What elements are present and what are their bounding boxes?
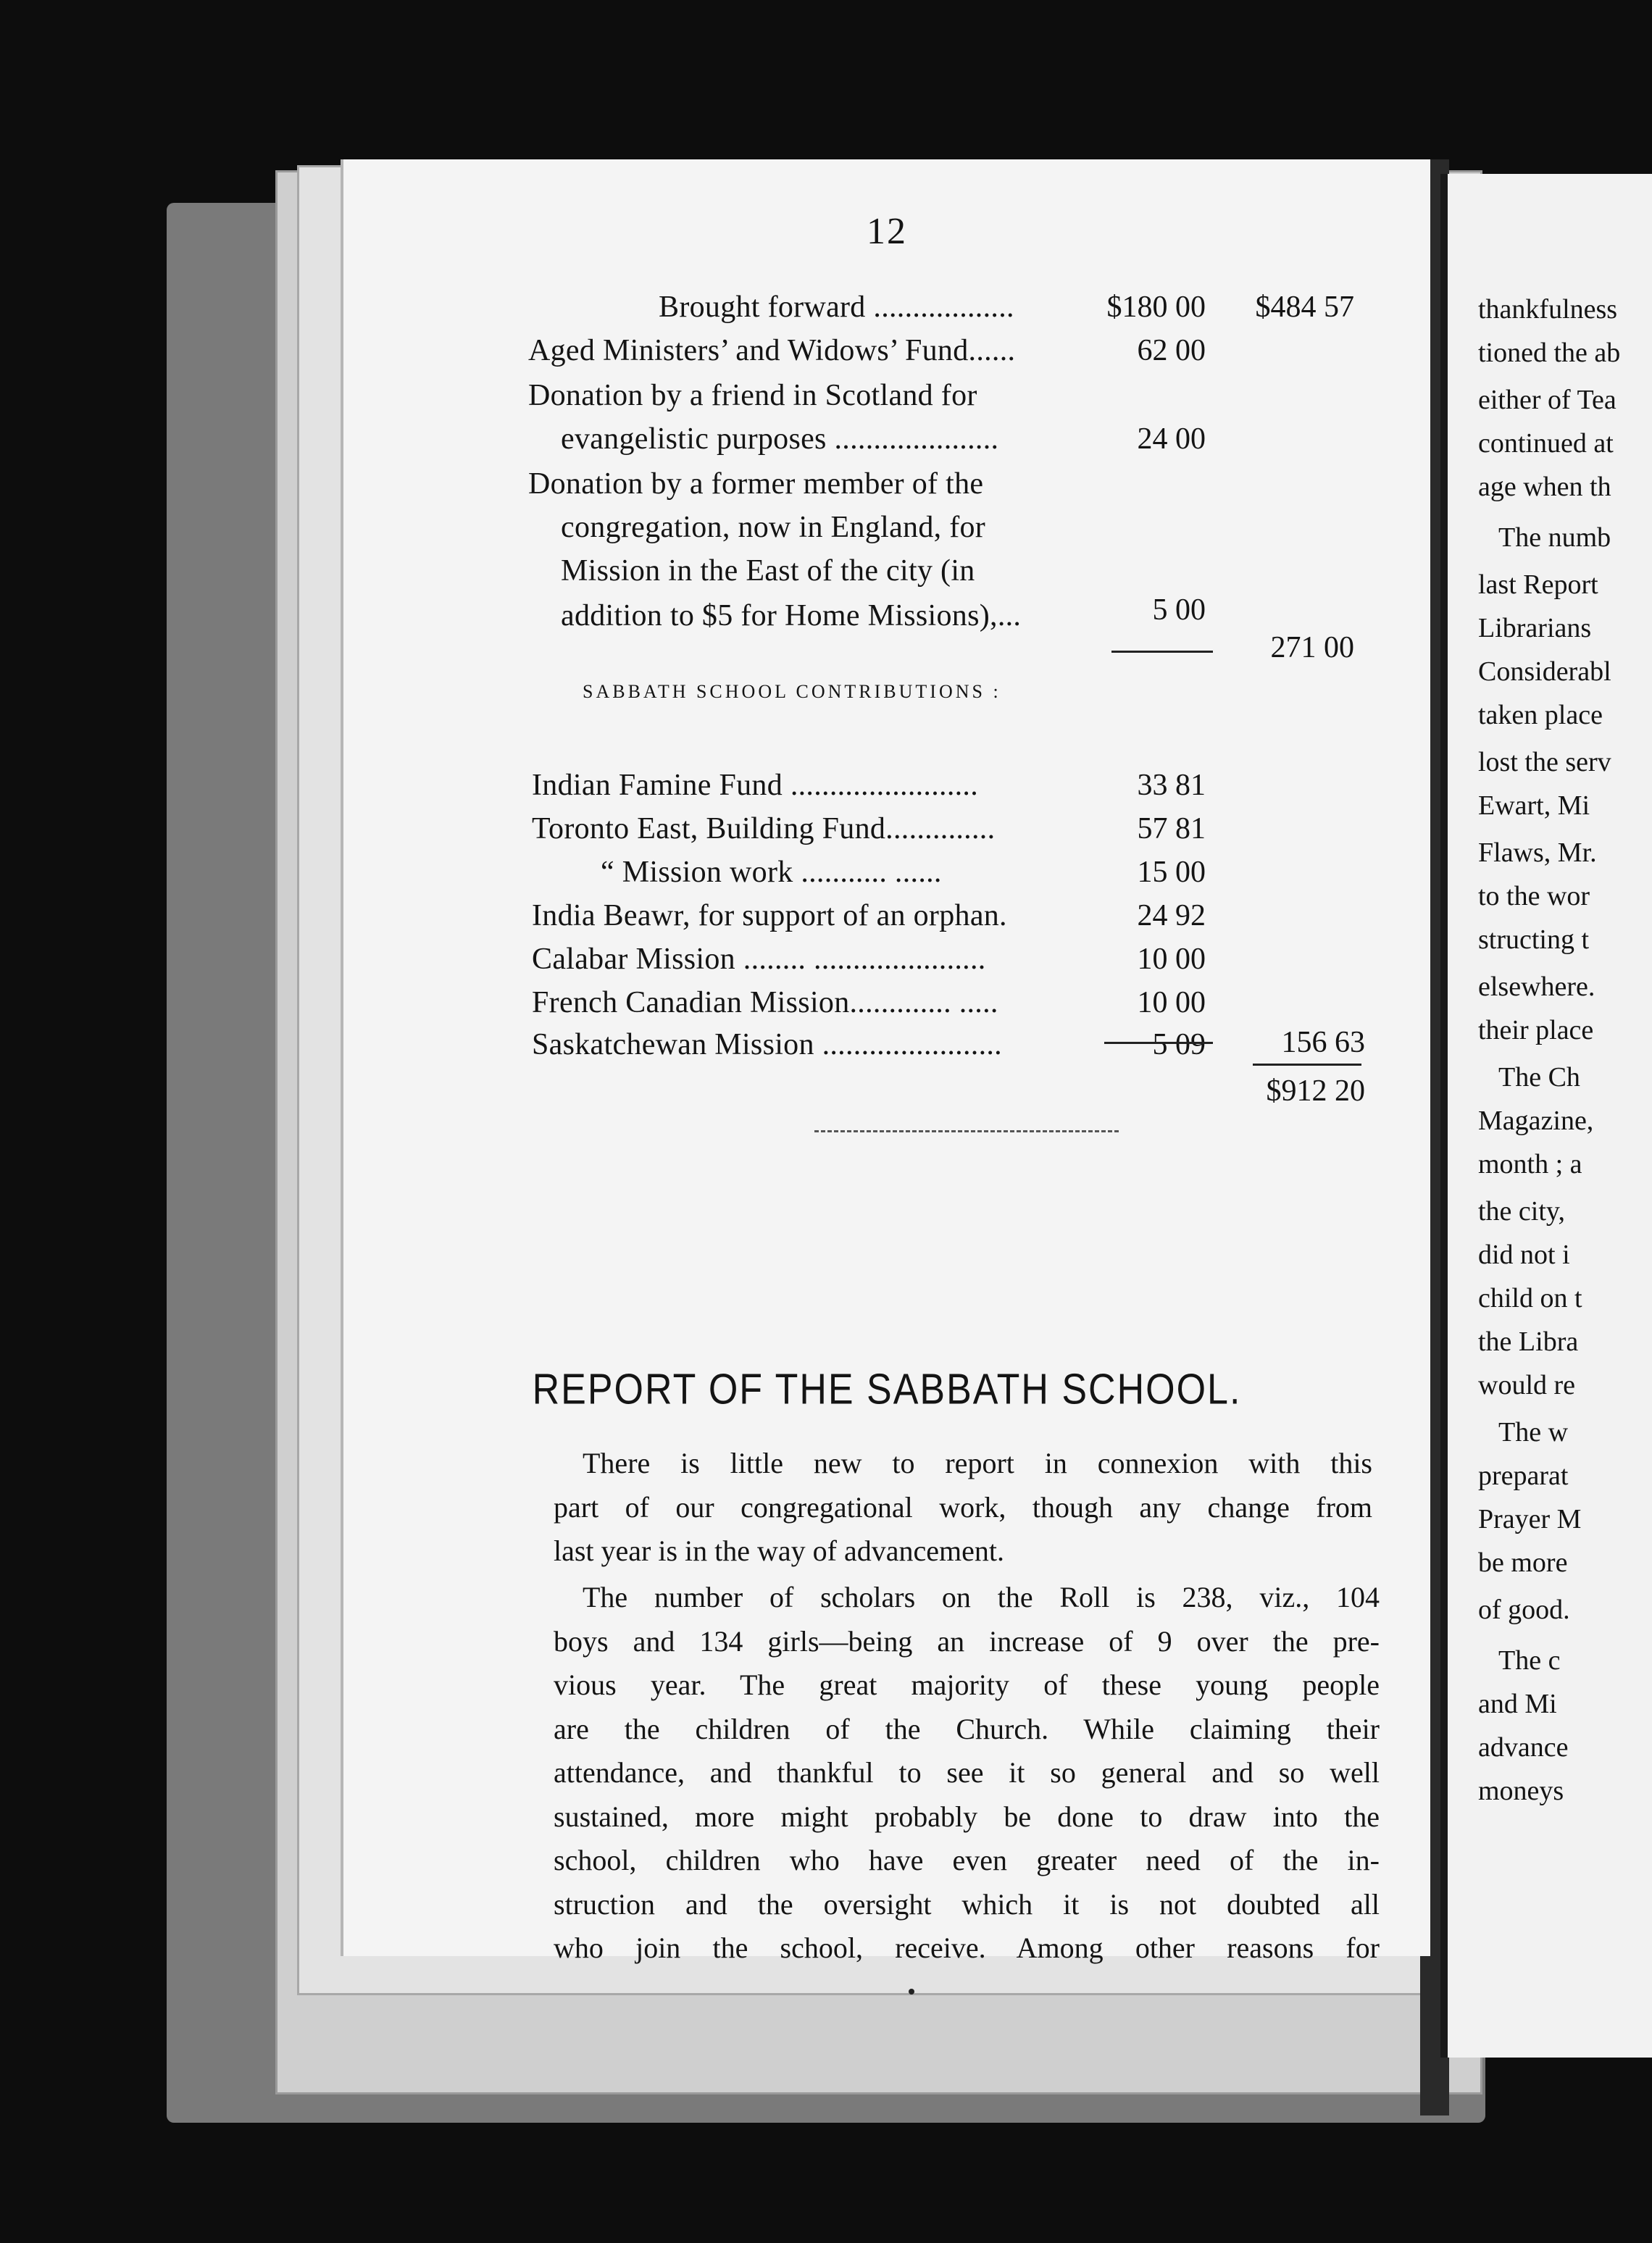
page-number: 12: [867, 211, 907, 252]
right-page-line: would re: [1478, 1370, 1576, 1400]
right-page-line: of good.: [1478, 1595, 1570, 1625]
aged-ministers-amount: 62 00: [1137, 334, 1206, 367]
right-page-line: Librarians: [1478, 613, 1592, 643]
print-speck: [909, 1989, 914, 1995]
report-p2-line: boys and 134 girls—being an increase of 9 over the pre-: [554, 1624, 1380, 1658]
right-page-line: Flaws, Mr.: [1478, 838, 1597, 868]
right-page-line: Magazine,: [1478, 1106, 1594, 1136]
right-page-line: their place: [1478, 1015, 1594, 1045]
report-heading: REPORT OF THE SABBATH SCHOOL.: [532, 1365, 1242, 1414]
right-page-line: preparat: [1478, 1461, 1569, 1491]
contribution-label: India Beawr, for support of an orphan.: [532, 899, 1007, 932]
report-p2-line: sustained, more might probably be done to draw into the: [554, 1800, 1380, 1833]
subtotal-rule-1: [1111, 651, 1213, 653]
right-page-line: The numb: [1498, 522, 1611, 553]
right-page-line: moneys: [1478, 1776, 1564, 1806]
right-page-line: either of Tea: [1478, 385, 1616, 415]
right-page-line: Ewart, Mi: [1478, 790, 1590, 821]
report-p2-line: who join the school, receive. Among other reasons for: [554, 1931, 1380, 1964]
right-page-line: month ; a: [1478, 1149, 1582, 1179]
right-page-line: taken place: [1478, 700, 1603, 730]
right-page-line: age when th: [1478, 472, 1611, 502]
right-page-line: elsewhere.: [1478, 972, 1595, 1002]
right-page-line: lost the serv: [1478, 747, 1611, 777]
report-p1-line: There is little new to report in connexion with this: [583, 1447, 1372, 1479]
aged-ministers-label: Aged Ministers’ and Widows’ Fund......: [528, 334, 1016, 367]
right-page-line: The c: [1498, 1645, 1561, 1676]
sabbath-contributions-heading: SABBATH SCHOOL CONTRIBUTIONS :: [583, 681, 1001, 702]
donation-former-line4: addition to $5 for Home Missions),...: [561, 599, 1022, 632]
donation-former-line3: Mission in the East of the city (in: [561, 554, 975, 588]
right-page-line: Prayer M: [1478, 1504, 1582, 1534]
right-page-line: continued at: [1478, 428, 1614, 459]
donation-former-amount: 5 00: [1152, 593, 1206, 627]
right-page-line: thankfulness: [1478, 294, 1618, 325]
contribution-label: Toronto East, Building Fund..............: [532, 812, 996, 845]
contribution-label: Calabar Mission ........ ......................: [532, 943, 986, 976]
grand-total: $912 20: [1266, 1074, 1365, 1108]
right-page-line: the Libra: [1478, 1327, 1579, 1357]
subtotal-2: 156 63: [1281, 1026, 1365, 1059]
left-page: [341, 159, 1430, 1964]
report-p2-line: The number of scholars on the Roll is 238, viz., 104: [583, 1581, 1380, 1613]
report-p2-line: are the children of the Church. While claiming their: [554, 1712, 1380, 1745]
brought-forward-col2: $484 57: [1255, 291, 1354, 324]
report-paragraph-1: [554, 1442, 1372, 1574]
donation-scotland-line1: Donation by a friend in Scotland for: [528, 379, 977, 412]
contribution-label: French Canadian Mission............. .....: [532, 986, 998, 1019]
right-page-line: structing t: [1478, 924, 1590, 955]
right-page-line: advance: [1478, 1732, 1569, 1763]
subtotal-1: 271 00: [1270, 631, 1354, 664]
contribution-amount: 57 81: [1137, 812, 1206, 845]
report-p2-line: struction and the oversight which it is not doubted all: [554, 1887, 1380, 1921]
brought-forward-label: Brought forward ..................: [659, 291, 1014, 324]
right-page-line: Considerabl: [1478, 656, 1611, 687]
report-paragraph-2: [554, 1576, 1380, 1971]
contribution-amount: 24 92: [1137, 899, 1206, 932]
right-page-line: and Mi: [1478, 1689, 1557, 1719]
brought-forward-col1: $180 00: [1106, 291, 1206, 324]
right-page-line: to the wor: [1478, 881, 1590, 911]
report-p1-line: last year is in the way of advancement.: [554, 1534, 1004, 1567]
report-p1-line: part of our congregational work, though any change from: [554, 1490, 1372, 1524]
report-p2-line: attendance, and thankful to see it so general and so well: [554, 1756, 1380, 1789]
right-page: [1440, 174, 1652, 2058]
donation-former-line2: congregation, now in England, for: [561, 511, 986, 544]
contribution-amount: 15 00: [1137, 856, 1206, 889]
donation-former-line1: Donation by a former member of the: [528, 467, 984, 501]
donation-scotland-line2: evangelistic purposes .....................: [561, 422, 999, 456]
subtotal-rule-2: [1104, 1042, 1213, 1044]
right-page-line: be more: [1478, 1547, 1568, 1578]
right-page-line: The w: [1498, 1417, 1569, 1448]
contribution-label: Saskatchewan Mission .......................: [532, 1028, 1002, 1061]
contribution-amount: 33 81: [1137, 769, 1206, 802]
right-page-line: child on t: [1478, 1283, 1582, 1313]
contribution-amount: 5 09: [1152, 1028, 1206, 1061]
report-p2-line: school, children who have even greater need of the in-: [554, 1844, 1380, 1876]
right-page-line: the city,: [1478, 1196, 1565, 1227]
contribution-label: “ Mission work ........... ......: [601, 856, 942, 889]
right-page-line: last Report: [1478, 569, 1598, 600]
contribution-label: Indian Famine Fund ........................: [532, 769, 979, 802]
section-divider: [814, 1130, 1119, 1132]
right-page-line: did not i: [1478, 1240, 1570, 1270]
report-p2-line: vious year. The great majority of these young people: [554, 1668, 1380, 1701]
total-rule: [1253, 1064, 1361, 1066]
contribution-amount: 10 00: [1137, 986, 1206, 1019]
donation-scotland-amount: 24 00: [1137, 422, 1206, 456]
right-page-line: tioned the ab: [1478, 338, 1621, 368]
contribution-amount: 10 00: [1137, 943, 1206, 976]
right-page-line: The Ch: [1498, 1062, 1580, 1093]
